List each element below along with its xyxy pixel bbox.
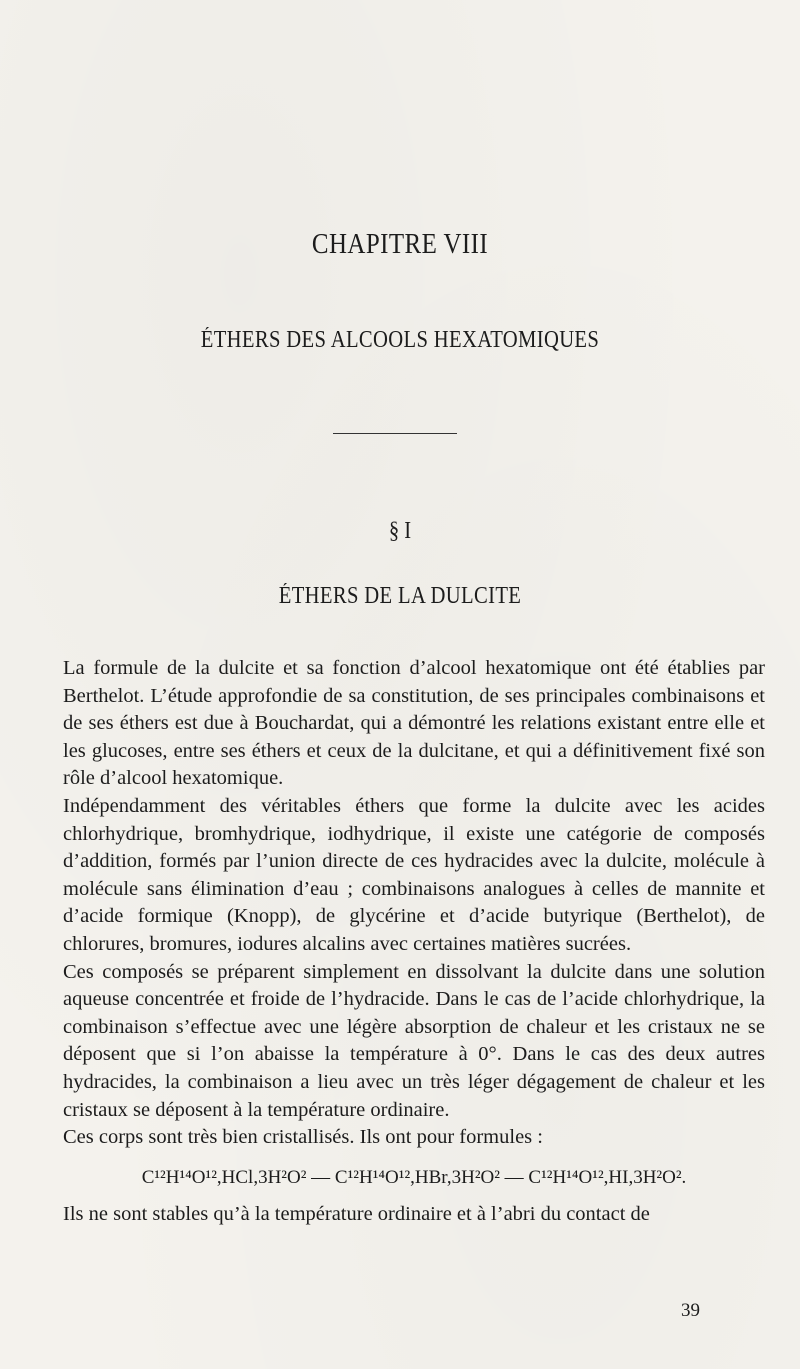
paragraph-3: Ces composés se préparent simplement en dissolvant la dulcite dans une solution aqueuse concentrée et froide de l’hydracide. Dans le cas de l’acide chlorhydrique, la combinaison s’effectue avec une légère absorption de chaleur et les cristaux ne se déposent que si l’on abaisse la température à 0°. Dans le cas des deux autres hydracides, la combinaison a lieu avec un très léger dégagement de chaleur et les cristaux se déposent à la température ordinaire.	[63, 960, 765, 1121]
paragraph-1: La formule de la dulcite et sa fonction d’alcool hexatomique ont été établies par Berthelot. L’étude approfondie de sa constitution, de ses principales combinaisons et de ses éthers est due à Bouchardat, qui a démontré les relations existant entre elle et les glucoses, entre ses éthers et ceux de la dulcitane, et qui a définitivement fixé son rôle d’alcool hexatomique.	[63, 657, 765, 790]
paragraph-2: Indépendamment des véritables éthers que forme la dulcite avec les acides chlorhydrique, bromhydrique, iodhydrique, il existe une catégorie de composés d’addition, formés par l’union directe de ces hydracides avec la dulcite, molécule à molécule sans élimination d’eau ; combinaisons analogues à celles de mannite et d’acide formique (Knopp), de glycérine et d’acide butyrique (Berthelot), de chlorures, bromures, iodures alcalins avec certaines matières sucrées.	[63, 794, 765, 955]
section-number: § I	[388, 518, 412, 544]
chapter-title: ÉTHERS DES ALCOOLS HEXATOMIQUES	[200, 327, 600, 353]
body-text	[63, 655, 765, 1229]
section-title: ÉTHERS DE LA DULCITE	[278, 583, 522, 609]
page-number: 39	[681, 1300, 700, 1321]
paragraph-4: Ces corps sont très bien cristallisés. Ils ont pour formules :	[63, 1126, 543, 1149]
chapter-heading: CHAPITRE VIII	[311, 228, 489, 260]
paragraph-5: Ils ne sont stables qu’à la température ordinaire et à l’abri du contact de	[63, 1203, 650, 1226]
divider-rule	[333, 433, 457, 434]
chemical-formulas: C¹²H¹⁴O¹²,HCl,3H²O² — C¹²H¹⁴O¹²,HBr,3H²O² — C¹²H¹⁴O¹²,HI,3H²O².	[141, 1166, 687, 1188]
